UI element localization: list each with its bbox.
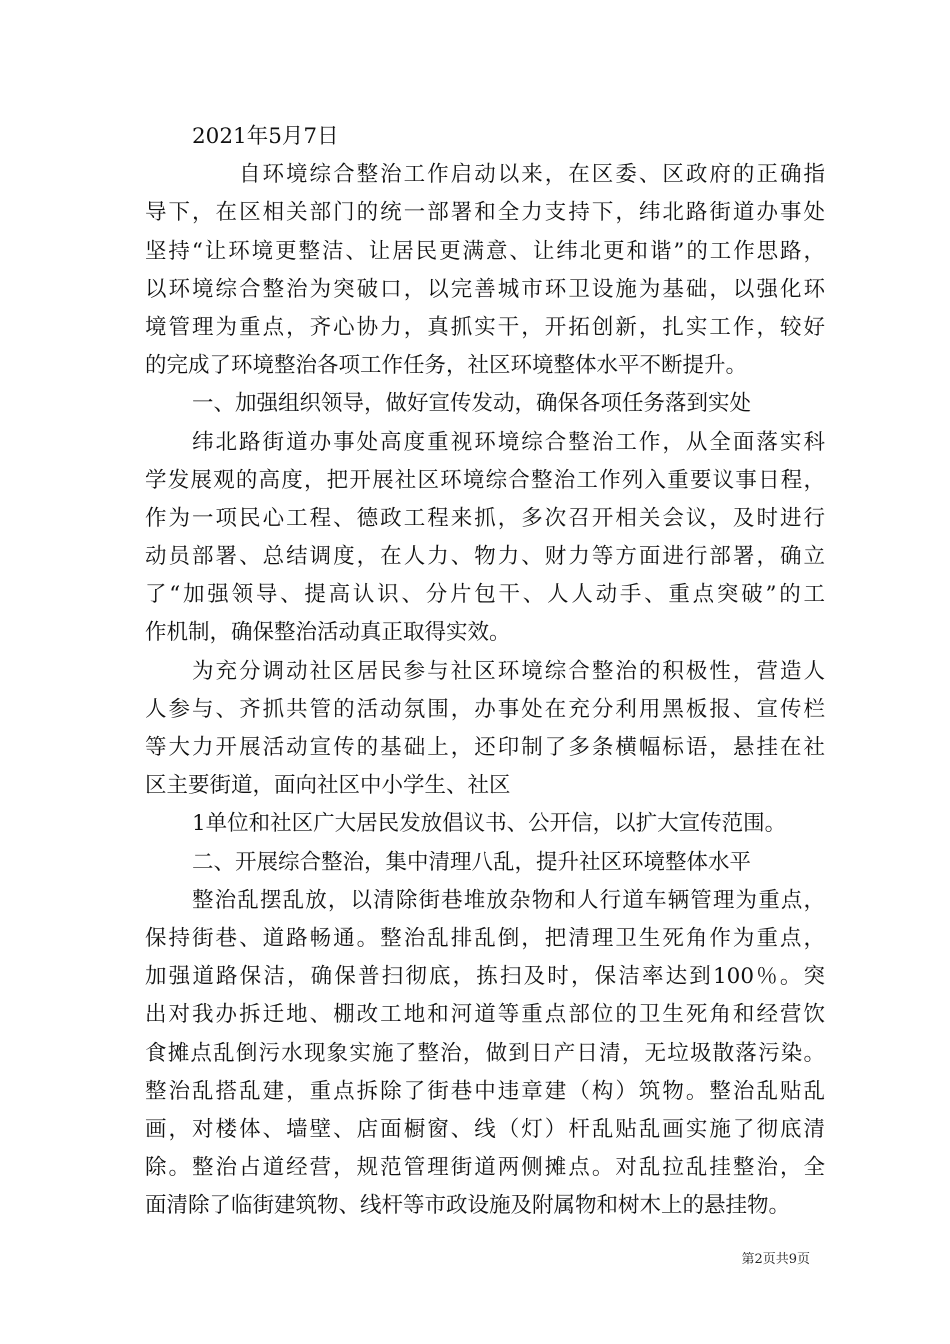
- text-line: 除。整治占道经营，规范管理街道两侧摊点。对乱拉乱挂整治，全: [145, 1155, 825, 1181]
- text-line: 等大力开展活动宣传的基础上，还印制了多条横幅标语，悬挂在社: [145, 735, 825, 760]
- text-line: 为充分调动社区居民参与社区环境综合整治的积极性，营造人: [192, 658, 825, 684]
- text-line: 区主要街道，面向社区中小学生、社区: [145, 773, 511, 799]
- text-line: 坚持“让环境更整洁、让居民更满意、让纬北更和谐”的工作思路，: [145, 238, 825, 264]
- text-line: 自环境综合整治工作启动以来，在区委、区政府的正确指: [239, 162, 825, 188]
- text-line: 加强道路保洁，确保普扫彻底，拣扫及时，保洁率达到100％。突: [145, 964, 825, 990]
- text-line: 纬北路街道办事处高度重视环境综合整治工作，从全面落实科: [192, 429, 825, 455]
- document-body: [145, 118, 825, 1225]
- text-line: 了“加强领导、提高认识、分片包干、人人动手、重点突破”的工: [145, 582, 825, 608]
- text-line: 导下，在区相关部门的统一部署和全力支持下，纬北路街道办事处: [145, 200, 825, 226]
- text-line: 人参与、齐抓共管的活动氛围，办事处在充分利用黑板报、宣传栏: [145, 696, 825, 722]
- text-line: 画，对楼体、墙壁、店面橱窗、线（灯）杆乱贴乱画实施了彻底清: [145, 1116, 825, 1142]
- text-line: 保持街巷、道路畅通。整治乱排乱倒，把清理卫生死角作为重点，: [145, 925, 825, 951]
- text-line: 面清除了临街建筑物、线杆等市政设施及附属物和树木上的悬挂物。: [145, 1193, 791, 1219]
- text-line: 整治乱搭乱建，重点拆除了街巷中违章建（构）筑物。整治乱贴乱: [145, 1078, 825, 1104]
- text-line: 1单位和社区广大居民发放倡议书、公开信，以扩大宣传范围。: [192, 811, 787, 837]
- text-line: 学发展观的高度，把开展社区环境综合整治工作列入重要议事日程，: [145, 467, 825, 493]
- text-line: 一、加强组织领导，做好宣传发动，确保各项任务落到实处: [192, 391, 752, 417]
- text-line: 作机制，确保整治活动真正取得实效。: [145, 620, 511, 646]
- text-line: 二、开展综合整治，集中清理八乱，提升社区环境整体水平: [192, 849, 752, 875]
- text-line: 食摊点乱倒污水现象实施了整治，做到日产日清，无垃圾散落污染。: [145, 1040, 825, 1066]
- text-line: 动员部署、总结调度，在人力、物力、财力等方面进行部署，确立: [145, 544, 825, 570]
- text-line: 整治乱摆乱放，以清除街巷堆放杂物和人行道车辆管理为重点，: [192, 887, 825, 913]
- text-line: 2021年5月7日: [192, 124, 339, 149]
- text-line: 以环境综合整治为突破口，以完善城市环卫设施为基础，以强化环: [145, 276, 825, 302]
- text-line: 出对我办拆迁地、棚改工地和河道等重点部位的卫生死角和经营饮: [145, 1002, 825, 1028]
- text-line: 作为一项民心工程、德政工程来抓，多次召开相关会议，及时进行: [145, 505, 825, 531]
- text-line: 的完成了环境整治各项工作任务，社区环境整体水平不断提升。: [145, 353, 748, 379]
- page-number-footer: 第2页共9页: [741, 1252, 810, 1267]
- text-line: 境管理为重点，齐心协力，真抓实干，开拓创新，扎实工作，较好: [145, 314, 825, 340]
